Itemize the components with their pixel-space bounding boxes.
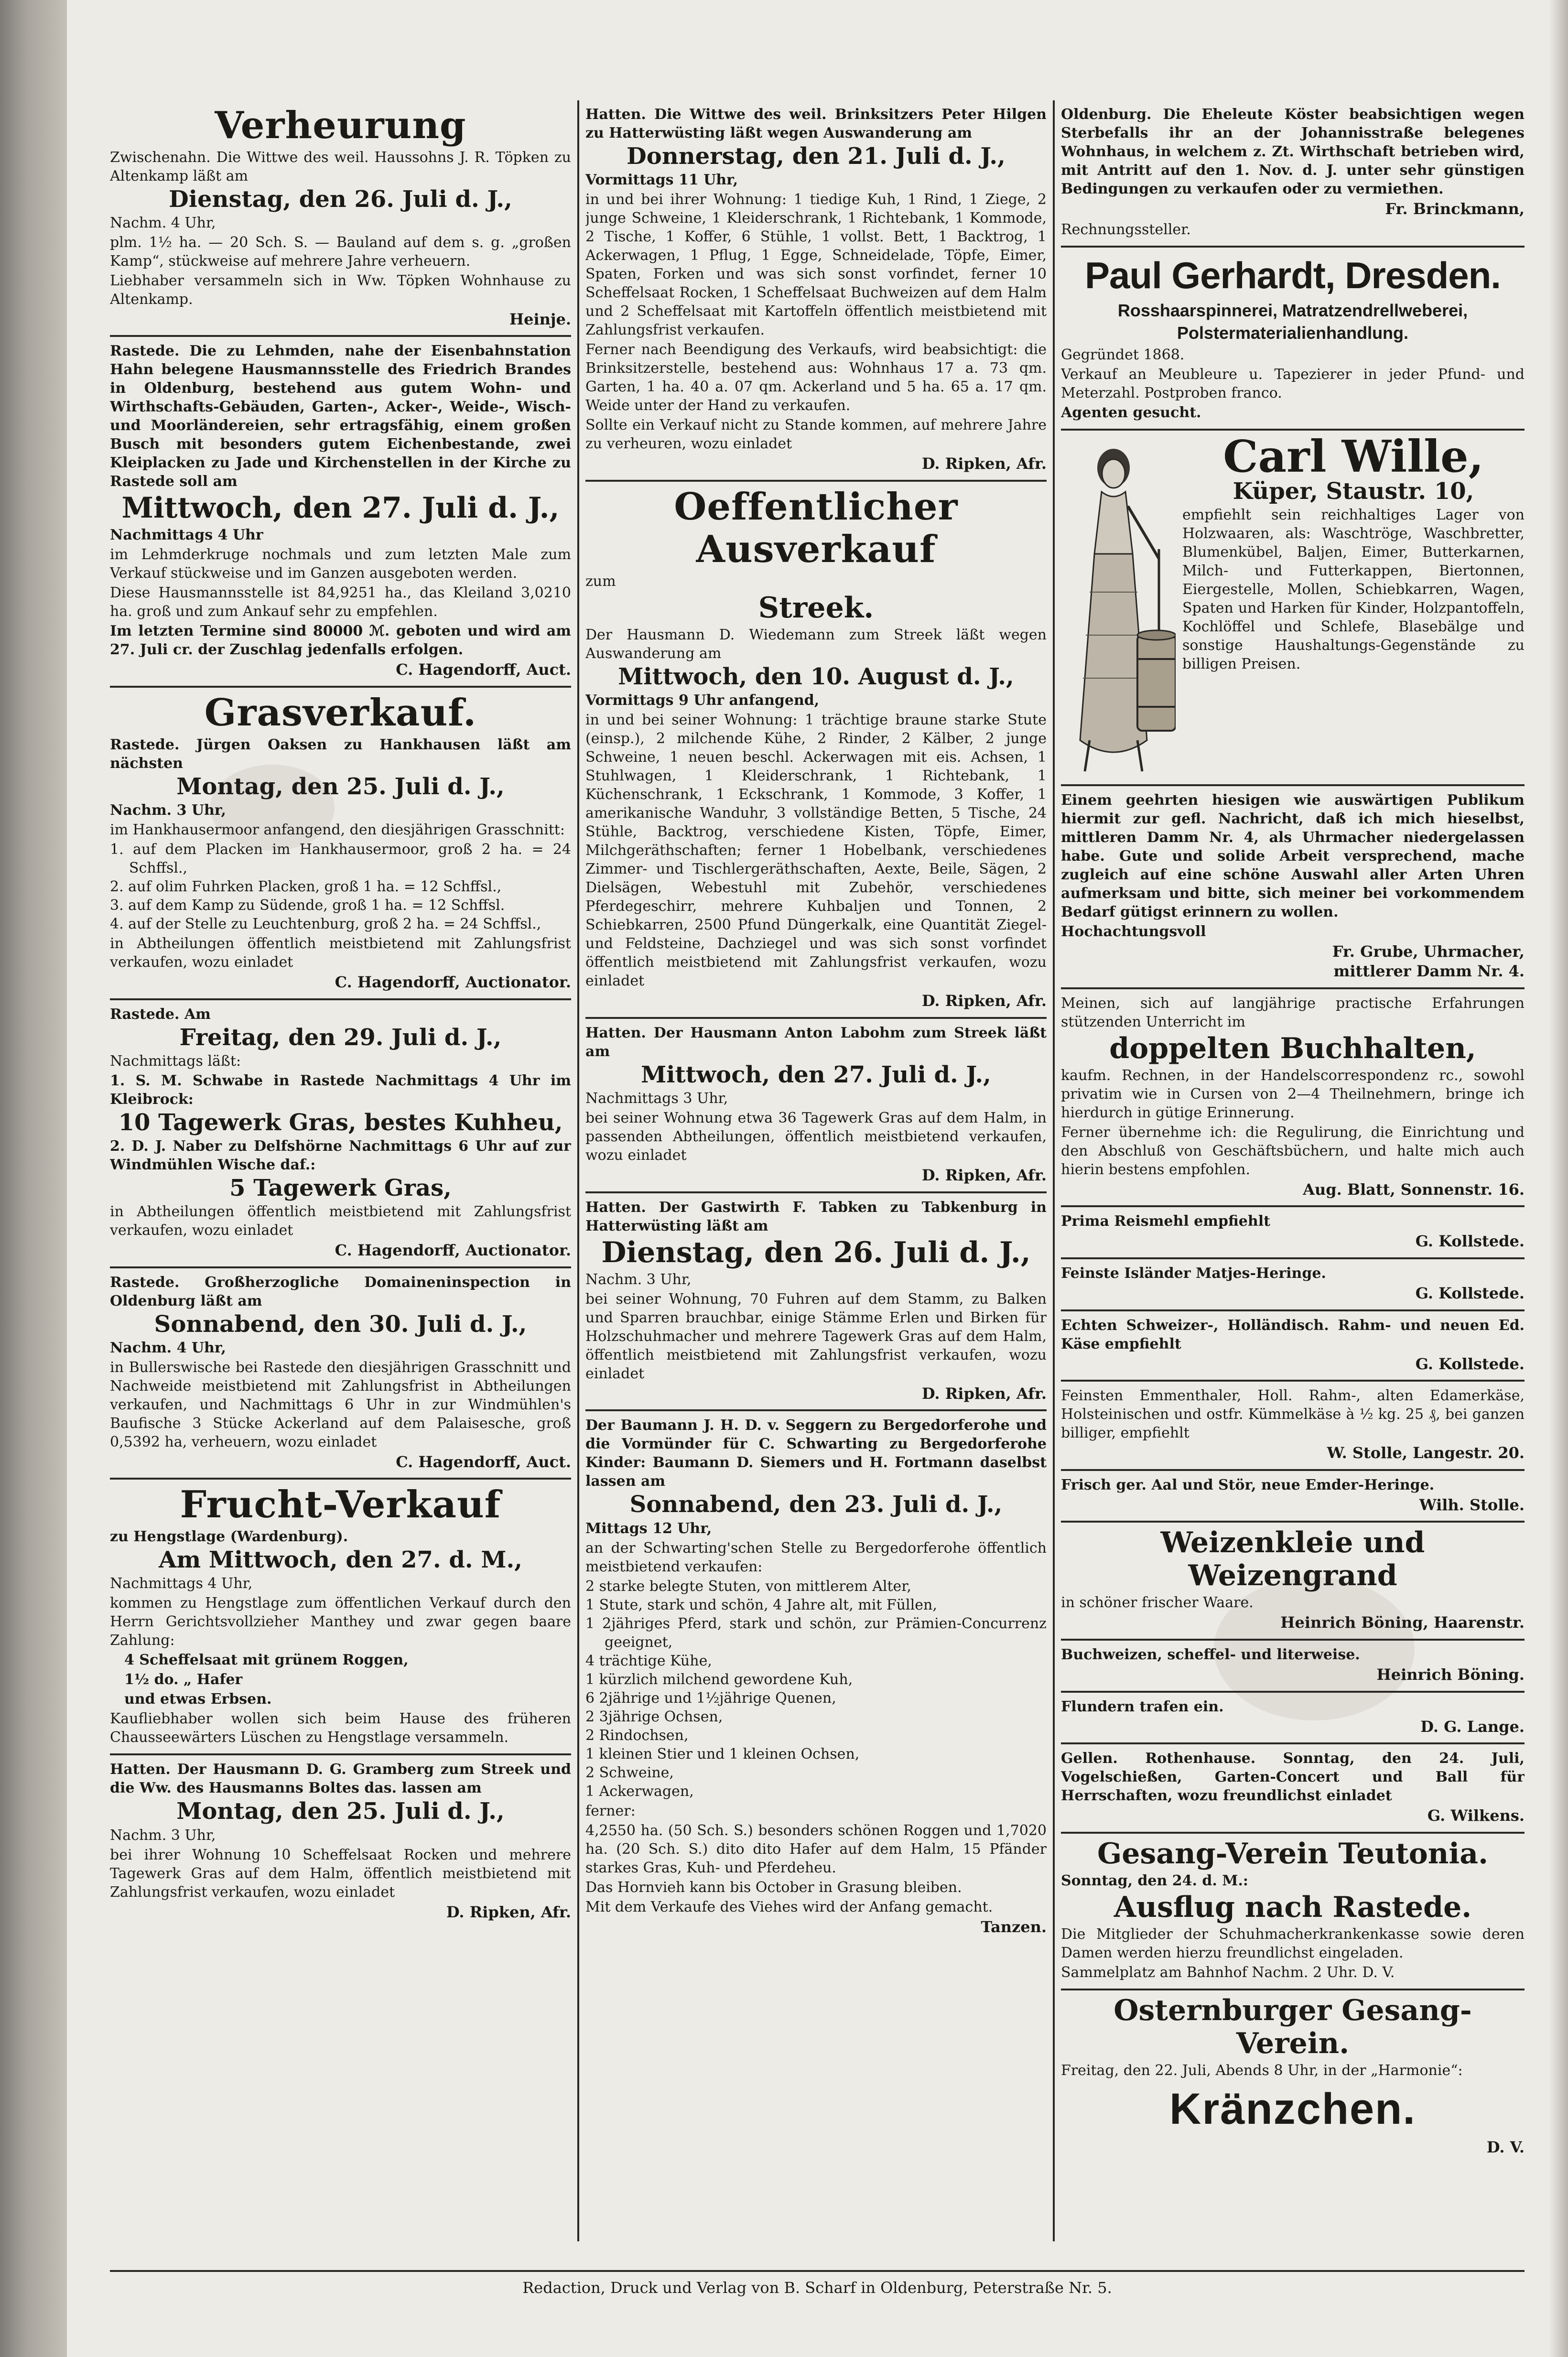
ad-time: Vormittags 9 Uhr anfangend, <box>585 692 820 709</box>
ad-date: Mittwoch, den 10. August d. J., <box>618 663 1014 691</box>
ad-text: 4,2550 ha. (50 Sch. S.) besonders schönen Roggen und 1,7020 ha. (20 Sch. S.) dito dito Hafer auf dem Halm, 15 Pfänder starkes Gras, Kuh- und Pferdeheu. <box>585 1822 1047 1876</box>
ad-founded: Gegründet 1868. <box>1061 346 1185 363</box>
ad-text: kommen zu Hengstlage zum öffentlichen Verkauf durch den Herrn Gerichtsvollzieher Manthey und zwar gegen baare Zahlung: <box>110 1595 571 1649</box>
ad-date: Sonntag, den 24. d. M.: <box>1061 1872 1249 1889</box>
ad-carl-wille <box>1061 431 1525 786</box>
ad-text: Nachmittags läßt: <box>110 1052 241 1070</box>
ad-signature: Heinje. <box>509 310 571 328</box>
column-3 <box>1061 100 1525 2241</box>
ad-text: plm. 1½ ha. — 20 Sch. S. — Bauland auf dem s. g. „großen Kamp“, stückweise auf mehrere Jahre verheuern. <box>110 234 571 270</box>
ad-signature: C. Hagendorff, Auct. <box>396 1452 571 1471</box>
ad-signature: D. Ripken, Afr. <box>921 1166 1047 1185</box>
ad-gramberg <box>110 1755 571 1928</box>
ad-time: Nachm. 3 Uhr, <box>110 1827 216 1844</box>
ad-time: Vormittags 11 Uhr, <box>585 172 738 189</box>
ad-text: Mit dem Verkaufe des Viehes wird der Anfang gemacht. <box>585 1898 993 1915</box>
list-item: 1 Ackerwagen, <box>585 1783 694 1800</box>
ad-grasverkauf <box>110 688 571 1000</box>
ad-signature: C. Hagendorff, Auctionator. <box>335 973 571 991</box>
ad-text: Buchweizen, scheffel- und literweise. <box>1061 1646 1360 1663</box>
list-item: 1 kleinen Stier und 1 kleinen Ochsen, <box>585 1745 860 1762</box>
ad-ausverkauf <box>585 482 1047 1019</box>
ad-time: Mittags 12 Uhr, <box>585 1520 712 1537</box>
list-item: 2 Schweine, <box>585 1764 674 1781</box>
ad-time: Nachmittags 3 Uhr, <box>585 1090 728 1107</box>
ad-text: Liebhaber versammeln sich in Ww. Töpken Wohnhause zu Altenkamp. <box>110 272 571 308</box>
ad-frucht-verkauf <box>110 1480 571 1755</box>
ad-text: Hatten. Der Hausmann Anton Labohm zum Streek läßt am <box>585 1024 1047 1060</box>
ad-text: Das Hornvieh kann bis October in Grasung bleiben. <box>585 1879 962 1896</box>
ad-text: Echten Schweizer-, Holländisch. Rahm- und neuen Ed. Käse empfiehlt <box>1061 1317 1525 1352</box>
ad-highlight: Ausflug nach Rastede. <box>1114 1890 1472 1924</box>
ad-aal <box>1061 1471 1525 1523</box>
ad-text: 2. D. J. Naber zu Delfshörne Nachmittags 6 Uhr auf zur Windmühlen Wische daf.: <box>110 1137 571 1173</box>
ad-title: Weizenkleie und Weizengrand <box>1160 1526 1425 1593</box>
ad-signature: Fr. Brinckmann, <box>1385 200 1525 218</box>
ad-date: Montag, den 25. Juli d. J., <box>176 773 505 800</box>
ad-date: Mittwoch, den 27. Juli d. J., <box>641 1061 991 1088</box>
ad-tabken <box>585 1193 1047 1412</box>
ad-text: Kaufliebhaber wollen sich beim Hause des früheren Chausseewärters Lüschen zu Hengstlage versammeln. <box>110 1710 571 1746</box>
ad-subtitle: zu Hengstlage (Wardenburg). <box>110 1528 348 1546</box>
ad-text: Der Baumann J. H. D. v. Seggern zu Bergedorferohe und die Vormünder für C. Schwarting zu Bergedorferohe Kinder: Baumann D. Siemers und H. Fortmann daselbst lassen am <box>585 1417 1047 1490</box>
ad-matjes <box>1061 1259 1525 1311</box>
list-item: 6 2jährige und 1½jährige Quenen, <box>585 1689 836 1707</box>
book-binding <box>0 0 67 2357</box>
ad-signature: Fr. Grube, Uhrmacher, <box>1332 942 1525 961</box>
ad-text: im Hankhausermoor anfangend, den diesjährigen Grasschnitt: <box>110 821 565 838</box>
list-item: 2 Rindochsen, <box>585 1727 689 1744</box>
ad-text: Oldenburg. Die Eheleute Köster beabsichtigen wegen Sterbefalls ihr an der Johannisstraße belegenes Wohnhaus, in welchem z. Zt. Wirthschaft betrieben wird, mit Antritt auf den 1. Nov. d. J. unter sehr günstigen Bedingungen zu verkaufen oder zu vermiethen. <box>1061 106 1525 197</box>
ad-signature-title: Rechnungssteller. <box>1061 221 1191 238</box>
ad-text: in schöner frischer Waare. <box>1061 1594 1254 1611</box>
ad-title: Grasverkauf. <box>204 691 477 735</box>
ad-text: Hatten. Die Wittwe des weil. Brinksitzers Peter Hilgen zu Hatterwüsting läßt wegen Auswanderung am <box>585 106 1047 141</box>
ad-text: Rastede. Am <box>110 1006 211 1023</box>
list-item: 2 3jährige Ochsen, <box>585 1708 723 1725</box>
ad-signature: mittlerer Damm Nr. 4. <box>1333 962 1525 981</box>
ad-title: doppelten Buchhalten, <box>1109 1031 1476 1065</box>
ad-signature: Heinrich Böning, Haarenstr. <box>1280 1613 1525 1632</box>
ad-time: Nachm. 4 Uhr, <box>110 1339 226 1356</box>
ad-subtitle: Rosshaarspinnerei, Matratzendrellweberei, <box>1117 300 1468 320</box>
column-rule <box>577 100 579 2241</box>
column-2 <box>585 100 1047 2241</box>
ad-subtitle: Polstermaterialienhandlung. <box>1177 323 1409 343</box>
ad-signature: D. G. Lange. <box>1420 1717 1525 1736</box>
ad-text: Rastede. Die zu Lehmden, nahe der Eisenbahnstation Hahn belegene Hausmannsstelle des Friedrich Brandes in Oldenburg, bestehend aus gutem Wohn- und Wirthschafts-Gebäuden, Garten-, Acker-, Weide-, Wisch- und Moorländereien, sehr ertragsfähig, einem großen Busch mit besonders gutem Eichenbestande, zwei Kleiplacken zu Jade und Kirchenstellen in der Kirche zu Rastede soll am <box>110 343 571 490</box>
ad-text: kaufm. Rechnen, in der Handelscorrespondenz rc., sowohl privatim wie in Cursen von 2—4 Theilnehmern, bringe ich hierdurch in gütige Erinnerung. <box>1061 1067 1525 1121</box>
ad-text: 1½ do. „ Hafer <box>124 1671 243 1688</box>
ad-text: in und bei seiner Wohnung: 1 trächtige braune starke Stute (einsp.), 2 milchende Kühe, 2 Rinder, 2 Kälber, 2 junge Schweine, 1 neuen beschl. Ackerwagen mit eis. Achsen, 1 Stuhlwagen, 1 Kleiderschrank, 1 Richtebank, 1 Küchenschrank, 1 Eckschrank, 1 Kommode, 3 Koffer, 1 amerikanische Wanduhr, 3 vollständige Betten, 5 Tische, 24 Stühle, Backtrog, verschiedene Kisten, Töpfe, Eimer, Milchgeräthschaften; ferner 1 Hobelbank, verschiedenes Zimmer- und Tischlergeräthschaften, Aexte, Beile, Sägen, 2 Dielsägen, Webestuhl mit Zubehör, verschiedenes Pferdegeschirr, mehrere Kuhbaljen und Tonnen, 2 Schiebkarren, 2500 Pfund Düngerkalk, eine Quantität Ziegel- und Feldsteine, Dachziegel und was sich sonst vorfindet öffentlich meistbietend mit Zahlungsfrist verkaufen, wozu einladet <box>585 712 1047 990</box>
item-list <box>110 840 571 933</box>
ad-signature: Wilh. Stolle. <box>1419 1495 1525 1514</box>
ad-text: Ferner nach Beendigung des Verkaufs, wird beabsichtigt: die Brinksitzerstelle, bestehend aus: Wohnhaus 17 a. 73 qm. Garten, 1 ha. 40 a. 07 qm. Ackerland und 5 ha. 65 a. 17 qm. Weide unter der Hand zu verkaufen. <box>585 341 1047 414</box>
ad-highlight: 5 Tagewerk Gras, <box>229 1174 452 1201</box>
ad-date: Donnerstag, den 21. Juli d. J., <box>627 143 1006 170</box>
ad-text: Hatten. Der Hausmann D. G. Gramberg zum Streek und die Ww. des Hausmanns Boltes das. lassen am <box>110 1761 571 1797</box>
ad-signature: C. Hagendorff, Auctionator. <box>335 1241 571 1260</box>
ad-signature: Heinrich Böning. <box>1376 1665 1525 1684</box>
ad-date: Montag, den 25. Juli d. J., <box>176 1798 505 1825</box>
ad-text: und etwas Erbsen. <box>124 1691 272 1708</box>
ad-text: Hochachtungsvoll <box>1061 923 1206 940</box>
ad-signature: D. Ripken, Afr. <box>921 1384 1047 1403</box>
list-item: 2. auf olim Fuhrken Placken, groß 1 ha. = 12 Schffsl., <box>110 878 502 895</box>
ad-signature: D. Ripken, Afr. <box>921 454 1047 473</box>
ad-date: Dienstag, den 26. Juli d. J., <box>169 185 512 213</box>
ad-gras-freitag <box>110 1000 571 1268</box>
list-item: 4 trächtige Kühe, <box>585 1652 712 1669</box>
ad-text: Prima Reismehl empfiehlt <box>1061 1213 1270 1230</box>
ad-osternburger <box>1061 1990 1525 2163</box>
ad-text: empfiehlt sein reichhaltiges Lager von Holzwaaren, als: Waschtröge, Waschbretter, Blumenkübel, Baljen, Eimer, Butterkarnen, Milch- und Futterkappen, Biertonnen, Eiergestelle, Mollen, Schiebkarren, Wagen, Spaten und Harken für Kinder, Holzpantoffeln, Kochlöffel und Schlefe, Blasebälge und sonstige Haushaltungs-Gegenstände zu billigen Preisen. <box>1182 506 1525 672</box>
ad-emmenthaler <box>1061 1382 1525 1471</box>
newspaper-page <box>67 0 1568 2357</box>
ad-text: zum <box>585 573 616 590</box>
ad-text: in Abtheilungen öffentlich meistbietend mit Zahlungsfrist verkaufen, wozu einladet <box>110 1203 571 1239</box>
ad-reismehl <box>1061 1207 1525 1259</box>
ad-title: Frucht-Verkauf <box>180 1483 501 1527</box>
ad-signature: Tanzen. <box>981 1917 1047 1936</box>
ad-text: Gellen. Rothenhause. Sonntag, den 24. Juli, Vogelschießen, Garten-Concert und Ball für Herrschaften, wozu freundlichst einladet <box>1061 1750 1525 1805</box>
ad-text: Im letzten Termine sind 80000 ℳ. geboten und wird am 27. Juli cr. der Zuschlag jedenfalls erfolgen. <box>110 623 571 659</box>
ad-text: Freitag, den 22. Juli, Abends 8 Uhr, in der „Harmonie“: <box>1061 2062 1463 2079</box>
ad-text: Sammelplatz am Bahnhof Nachm. 2 Uhr. D. V. <box>1061 1964 1395 1981</box>
ad-text: Der Hausmann D. Wiedemann zum Streek läßt wegen Auswanderung am <box>585 627 1047 662</box>
ad-text: Agenten gesucht. <box>1061 404 1201 421</box>
list-item: 3. auf dem Kamp zu Südende, groß 1 ha. = 12 Schffsl. <box>110 897 505 914</box>
ad-signature: D. V. <box>1486 2138 1525 2157</box>
ad-title: Paul Gerhardt, Dresden. <box>1085 254 1501 296</box>
ad-time: Nachm. 3 Uhr, <box>110 801 226 819</box>
ad-signature: W. Stolle, Langestr. 20. <box>1327 1444 1525 1462</box>
ad-signature: G. Kollstede. <box>1415 1232 1525 1251</box>
ad-text: Die Mitglieder der Schuhmacherkrankenkasse sowie deren Damen werden hierzu freundlichst eingeladen. <box>1061 1925 1525 1961</box>
ad-time: Nachm. 3 Uhr, <box>585 1271 692 1288</box>
ad-text: Feinste Isländer Matjes-Heringe. <box>1061 1265 1326 1282</box>
ad-title: Oeffentlicher Ausverkauf <box>674 485 958 572</box>
ad-title: Gesang-Verein Teutonia. <box>1097 1837 1488 1870</box>
ad-text: Frisch ger. Aal und Stör, neue Emder-Heringe. <box>1061 1476 1435 1493</box>
ad-place: Streek. <box>758 591 874 625</box>
ad-text: Diese Hausmannsstelle ist 84,9251 ha., das Kleiland 3,0210 ha. groß und zum Ankauf sehr zu empfehlen. <box>110 584 571 620</box>
ad-highlight: Kränzchen. <box>1169 2084 1416 2133</box>
ad-date: Am Mittwoch, den 27. d. M., <box>159 1546 522 1574</box>
ad-text: Einem geehrten hiesigen wie auswärtigen Publikum hiermit zur gefl. Nachricht, daß ich mich hieselbst, mittleren Damm Nr. 4, als Uhrmacher niedergelassen habe. Gute und solide Arbeit versprechend, mache zugleich auf eine schöne Auswahl aller Arten Uhren aufmerksam und bitte, sich meiner bei vorkommendem Bedarf gütigst erinnern zu wollen. <box>1061 791 1525 920</box>
ad-paul-gerhardt <box>1061 248 1525 431</box>
ad-time: Nachmittags 4 Uhr <box>110 527 263 544</box>
ad-highlight: 10 Tagewerk Gras, bestes Kuhheu, <box>118 1109 563 1136</box>
ad-text: im Lehmderkruge nochmals und zum letzten Male zum Verkauf stückweise und im Ganzen ausgeboten werden. <box>110 546 571 582</box>
ad-text: Verkauf an Meubleure u. Tapezierer in jeder Pfund- und Meterzahl. Postproben franco. <box>1061 366 1525 401</box>
list-item: 1 kürzlich milchend gewordene Kuh, <box>585 1671 853 1688</box>
ad-buchhalten <box>1061 989 1525 1208</box>
ad-weizenkleie <box>1061 1523 1525 1641</box>
ad-verheurung <box>110 100 571 337</box>
ad-text: Meinen, sich auf langjährige practische Erfahrungen stützenden Unterricht im <box>1061 995 1525 1030</box>
ad-subtitle: Küper, Staustr. 10, <box>1233 477 1474 505</box>
ad-signature: D. Ripken, Afr. <box>446 1903 571 1921</box>
page-edge <box>1549 0 1568 2357</box>
ad-kaese <box>1061 1311 1525 1382</box>
ad-seggern <box>585 1411 1047 1943</box>
column-rule <box>1053 100 1055 2241</box>
ad-teutonia <box>1061 1834 1525 1990</box>
ad-text: Zwischenahn. Die Wittwe des weil. Haussohns J. R. Töpken zu Altenkamp läßt am <box>110 149 571 184</box>
ad-date: Sonnabend, den 30. Juli d. J., <box>154 1310 527 1338</box>
ad-text: Ferner übernehme ich: die Regulirung, die Einrichtung und den Abschluß von Geschäftsbüchern, und halte mich auch hierin bestens empfohlen. <box>1061 1124 1525 1178</box>
ad-buchweizen <box>1061 1641 1525 1693</box>
list-item: 1. auf dem Placken im Hankhausermoor, groß 2 ha. = 24 Schffsl., <box>110 841 571 876</box>
ad-text: Sollte ein Verkauf nicht zu Stande kommen, auf mehrere Jahre zu verheuren, wozu einladet <box>585 417 1047 453</box>
ad-title: Carl Wille, <box>1223 430 1484 482</box>
ad-text: Feinsten Emmenthaler, Holl. Rahm-, alten Edamerkäse, Holsteinischen und ostfr. Kümmelkäse à ½ kg. 25 ₰, bei ganzen billiger, empfiehlt <box>1061 1387 1525 1442</box>
ad-text: Flundern trafen ein. <box>1061 1698 1224 1715</box>
ad-signature: C. Hagendorff, Auct. <box>396 660 571 679</box>
ad-text: in Abtheilungen öffentlich meistbietend mit Zahlungsfrist verkaufen, wozu einladet <box>110 935 571 971</box>
ad-text: bei ihrer Wohnung 10 Scheffelsaat Rocken und mehrere Tagewerk Gras auf dem Halm, öffentlich meistbietend mit Zahlungsfrist verkaufen, wozu einladet <box>110 1846 571 1901</box>
ad-title: Verheurung <box>215 104 466 147</box>
ad-domaineninspection <box>110 1268 571 1480</box>
item-list <box>585 1577 1047 1801</box>
ad-title: Osternburger Gesang-Verein. <box>1114 1993 1472 2060</box>
ad-grube <box>1061 786 1525 989</box>
ad-text: bei seiner Wohnung etwa 36 Tagewerk Gras auf dem Halm, in passenden Abtheilungen, öffentlich meistbietend verkaufen, wozu einladet <box>585 1110 1047 1164</box>
ad-time: Nachm. 4 Uhr, <box>110 214 216 231</box>
ad-hausmannsstelle <box>110 337 571 688</box>
list-item: 2 starke belegte Stuten, von mittlerem Alter, <box>585 1578 911 1595</box>
ad-signature: Aug. Blatt, Sonnenstr. 16. <box>1303 1180 1525 1199</box>
column-1 <box>110 100 571 2241</box>
ad-text: ferner: <box>585 1802 636 1819</box>
ad-text: bei seiner Wohnung, 70 Fuhren auf dem Stamm, zu Balken und Sparren brauchbar, einige Stämme Erlen und Birken für Holzschuhmacher und mehrere Tagewerk Gras auf dem Halm, öffentlich meistbietend mit Zahlungsfrist verkaufen, wozu einladet <box>585 1290 1047 1382</box>
list-item: 1 Stute, stark und schön, 4 Jahre alt, mit Füllen, <box>585 1596 937 1613</box>
ad-text: 4 Scheffelsaat mit grünem Roggen, <box>124 1652 409 1669</box>
ad-date: Sonnabend, den 23. Juli d. J., <box>629 1491 1003 1518</box>
ad-text: 1. S. M. Schwabe in Rastede Nachmittags 4 Uhr im Kleibrock: <box>110 1072 571 1108</box>
woman-churning-butter-illustration <box>1061 434 1176 778</box>
ad-signature: G. Kollstede. <box>1415 1354 1525 1373</box>
ad-labohm <box>585 1019 1047 1193</box>
ad-text: Rastede. Jürgen Oaksen zu Hankhausen läßt am nächsten <box>110 736 571 772</box>
ad-text: Rastede. Großherzogliche Domaineninspection in Oldenburg läßt am <box>110 1274 571 1309</box>
ad-koester <box>1061 100 1525 248</box>
ad-date: Dienstag, den 26. Juli d. J., <box>601 1235 1031 1269</box>
page-content <box>110 100 1525 2241</box>
ad-date: Freitag, den 29. Juli d. J., <box>179 1024 502 1051</box>
ad-hilgen <box>585 100 1047 482</box>
list-item: 4. auf der Stelle zu Leuchtenburg, groß 2 ha. = 24 Schffsl., <box>110 915 541 932</box>
printer-imprint: Redaction, Druck und Verlag von B. Scharf in Oldenburg, Peterstraße Nr. 5. <box>110 2270 1525 2297</box>
ad-signature: G. Wilkens. <box>1427 1806 1525 1825</box>
ad-flundern <box>1061 1693 1525 1745</box>
ad-text: in und bei ihrer Wohnung: 1 tiedige Kuh, 1 Rind, 1 Ziege, 2 junge Schweine, 1 Kleiderschrank, 1 Richtebank, 1 Kommode, 2 Tische, 1 Koffer, 6 Stühle, 1 vollst. Bett, 1 Backtrog, 1 Ackerwagen, 1 Pflug, 1 Egge, Schneidelade, Töpfe, Eimer, Spaten, Forken und was sich sonst vorfindet, ferner 10 Scheffelsaat Rocken, 1 Scheffelsaat Buchweizen auf dem Halm und 2 Scheffelsaat mit Kartoffeln öffentlich meistbietend mit Zahlungsfrist verkaufen. <box>585 191 1047 339</box>
ad-text: an der Schwarting'schen Stelle zu Bergedorferohe öffentlich meistbietend verkaufen: <box>585 1539 1047 1575</box>
ad-text: in Bullerswische bei Rastede den diesjährigen Grasschnitt und Nachweide meistbietend mit Zahlungsfrist in Abtheilungen verkaufen, und Nachmittags 6 Uhr in zur Windmühlen's Baufische 3 Stücke Ackerland auf dem Palaisesche, groß 0,5392 ha, verheuern, wozu einladet <box>110 1359 571 1450</box>
ad-time: Nachmittags 4 Uhr, <box>110 1575 253 1592</box>
ad-signature: G. Kollstede. <box>1415 1284 1525 1302</box>
list-item: 1 2jähriges Pferd, stark und schön, zur Prämien-Concurrenz geeignet, <box>585 1615 1047 1651</box>
ad-date: Mittwoch, den 27. Juli d. J., <box>121 491 560 525</box>
ad-signature: D. Ripken, Afr. <box>921 992 1047 1010</box>
ad-text: Hatten. Der Gastwirth F. Tabken zu Tabkenburg in Hatterwüsting läßt am <box>585 1199 1047 1234</box>
ad-vogelschiessen <box>1061 1744 1525 1834</box>
